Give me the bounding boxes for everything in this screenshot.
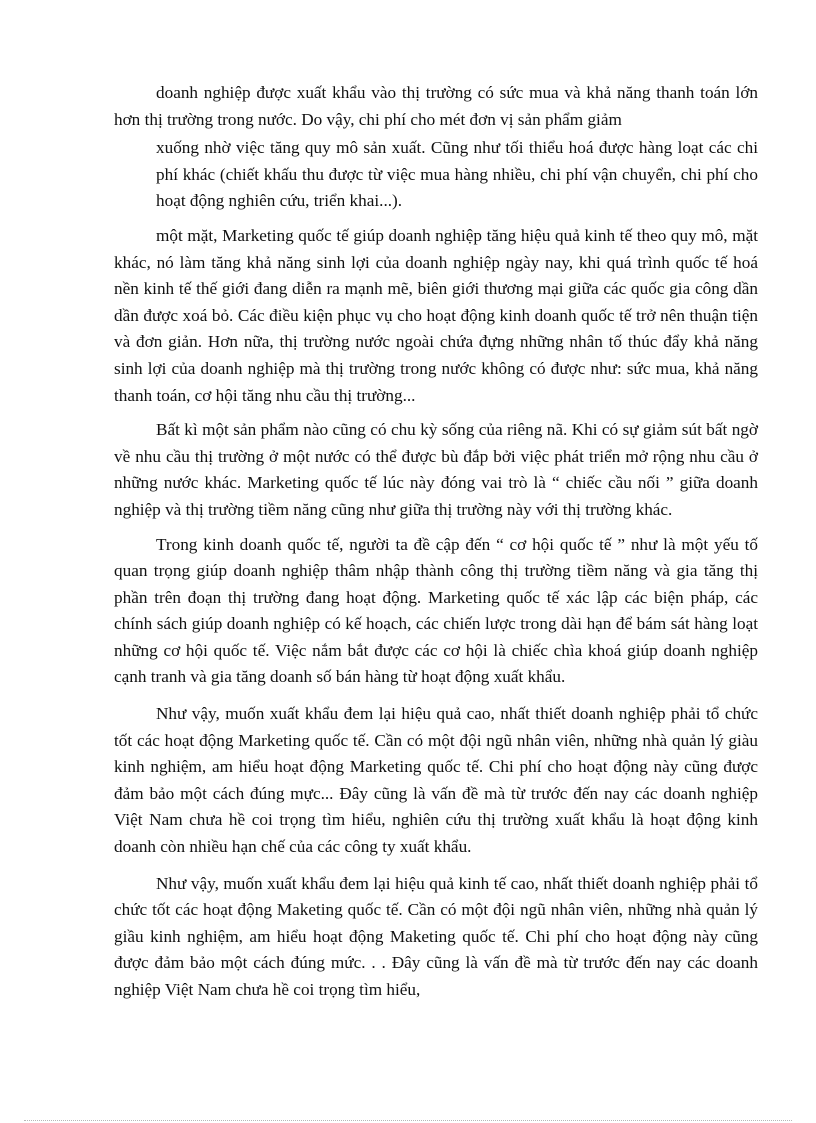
paragraph-5: Trong kinh doanh quốc tế, người ta đề cập đến “ cơ hội quốc tế ” như là một yếu tố quan trọng giúp doanh nghiệp thâm nhập thành công thị trường tiềm năng và gia tăng thị phần trên đoạn thị trường đang hoạt động. Marketing quốc tế xác lập các biện pháp, các chính sách giúp doanh nghiệp có kế hoạch, các chiến lược trong dài hạn để bám sát hàng loạt những cơ hội quốc tế. Việc nắm bắt được các cơ hội là chiếc chìa khoá giúp doanh nghiệp cạnh tranh và gia tăng doanh số bán hàng từ hoạt động xuất khẩu.: [114, 534, 758, 687]
paragraph-7: Như vậy, muốn xuất khẩu đem lại hiệu quả kinh tế cao, nhất thiết doanh nghiệp phải tổ chức tốt các hoạt động Maketing quốc tế. Cần có một đội ngũ nhân viên, những nhà quản lý giầu kinh nghiệm, am hiểu hoạt động Maketing quốc tế. Chi phí cho hoạt động này cũng được đảm bảo một cách đúng mức. . . Đây cũng là vấn đề mà từ trước đến nay các doanh nghiệp Việt Nam chưa hề coi trọng tìm hiểu,: [114, 873, 758, 999]
paragraph-6: Như vậy, muốn xuất khẩu đem lại hiệu quả cao, nhất thiết doanh nghiệp phải tổ chức tốt các hoạt động Marketing quốc tế. Cần có một đội ngũ nhân viên, những nhà quản lý giàu kinh nghiệm, am hiểu hoạt động Marketing quốc tế. Chi phí cho hoạt động này cũng được đảm bảo một cách đúng mực... Đây cũng là vấn đề mà từ trước đến nay các doanh nghiệp Việt Nam chưa hề coi trọng tìm hiểu, nghiên cứu thị trường xuất khẩu là hoạt động kinh doanh còn nhiều hạn chế của các công ty xuất khẩu.: [114, 704, 758, 857]
footer-divider: [24, 1120, 792, 1121]
paragraph-4: Bất kì một sản phẩm nào cũng có chu kỳ sống của riêng nã. Khi có sự giảm sút bất ngờ về nhu cầu thị trường ở một nước có thể được bù đắp bởi việc phát triển mở rộng nhu cầu ở những nước khác. Marketing quốc tế lúc này đóng vai trò là “ chiếc cầu nối ” giữa doanh nghiệp và thị trường tiềm năng cũng như giữa thị trường này với thị trường khác.: [114, 420, 758, 519]
paragraph-2: xuống nhờ việc tăng quy mô sản xuất. Cũng như tối thiểu hoá được hàng loạt các chi phí khác (chiết khấu thu được từ việc mua hàng nhiều, chi phí vận chuyển, chi phí cho hoạt động nghiên cứu, triển khai...).: [156, 138, 758, 211]
paragraph-3: một mặt, Marketing quốc tế giúp doanh nghiệp tăng hiệu quả kinh tế theo quy mô, mặt khác, nó làm tăng khả năng sinh lợi của doanh nghiệp ngày nay, khi quá trình quốc tế hoá nền kinh tế thế giới đang diễn ra mạnh mẽ, biên giới thương mại giữa các quốc gia công dần dần được xoá bỏ. Các điều kiện phục vụ cho hoạt động kinh doanh quốc tế trở nên thuận tiện và đơn giản. Hơn nữa, thị trường nước ngoài chứa đựng những nhân tố thúc đẩy khả năng sinh lợi của doanh nghiệp mà thị trường trong nước không có được như: sức mua, khả năng thanh toán, cơ hội tăng nhu cầu thị trường...: [114, 225, 758, 405]
body-text: [114, 80, 758, 1004]
paragraph-1: doanh nghiệp được xuất khẩu vào thị trường có sức mua và khả năng thanh toán lớn hơn thị trường trong nước. Do vậy, chi phí cho mét đơn vị sản phẩm giảm: [114, 83, 758, 129]
